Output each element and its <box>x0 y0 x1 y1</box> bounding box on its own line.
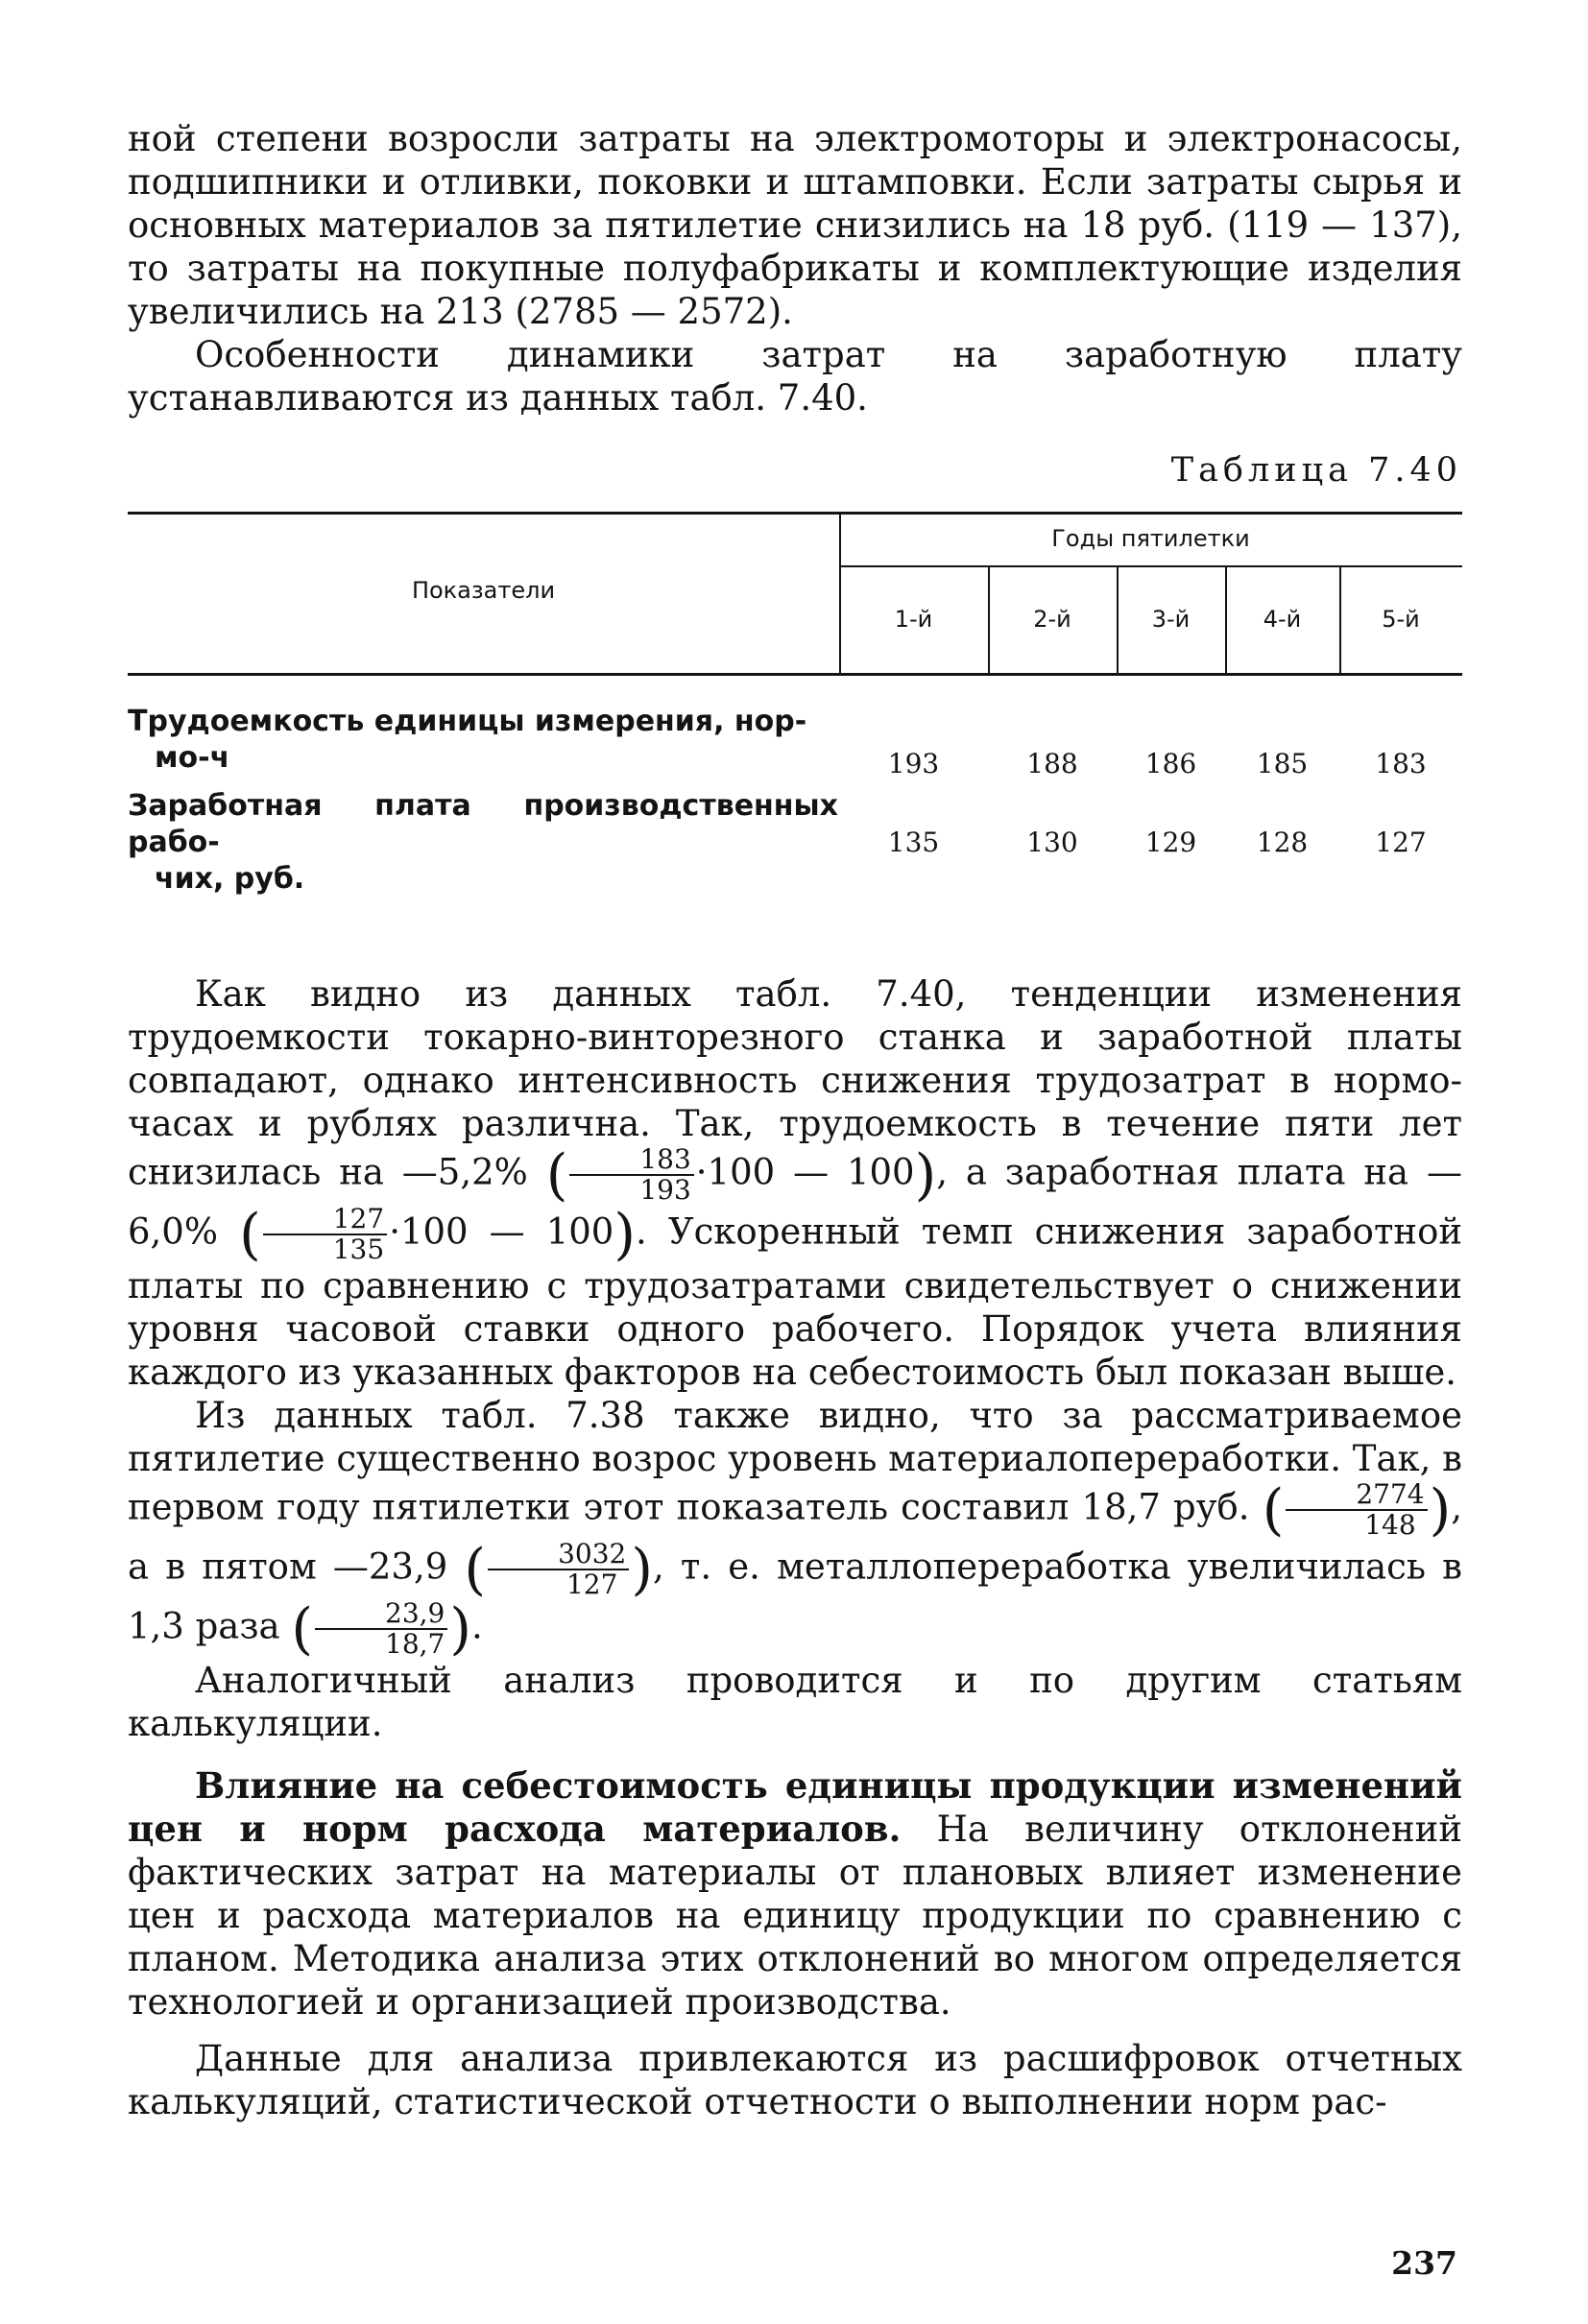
paragraph-5: Аналогичный анализ проводится и по другим статьям калькуляции. <box>128 1660 1462 1744</box>
fraction: $\frac{3032}{127}$ <box>488 1540 629 1599</box>
page-number: 237 <box>1391 2244 1457 2282</box>
table-header-years-group: Годы пятилетки <box>1051 525 1250 552</box>
table-header-rule <box>128 673 1462 676</box>
fraction: $\frac{183}{193}$ <box>569 1145 693 1205</box>
table-cell: 129 <box>1144 827 1197 858</box>
table-header-year-2: 2-й <box>1033 606 1071 633</box>
table-top-rule <box>128 512 1462 515</box>
table-header-indicators: Показатели <box>411 577 556 604</box>
table-header-year-5: 5-й <box>1382 606 1420 633</box>
table-cell: 127 <box>1375 827 1427 858</box>
table-cell: 185 <box>1256 748 1309 779</box>
fraction: $\frac{2774}{148}$ <box>1286 1480 1427 1540</box>
paragraph-1: ной степени возросли затраты на электромоторы и электронасосы, подшипники и отливки, поковки и штамповки. Если затраты сырья и основных материалов за пятилетие снизились на 18 руб. (119 — 137), то затраты на покупные полуфабрикаты и комплектующие изделия увеличились на 213 (2785 — 2572). <box>128 118 1462 332</box>
section-heading: Влияние на себестоимость единицы продукции изменений цен и норм расхода материалов. <box>128 1764 1462 1850</box>
paragraph-2: Особенности динамики затрат на заработную плату устанавливаются из данных табл. 7.40. <box>128 334 1462 419</box>
paragraph-3: Как видно из данных табл. 7.40, тенденции изменения трудоемкости токарно-винторезного станка и заработной платы совпадают, однако интенсивность снижения трудозатрат в нормо-часах и рублях различна. Так, трудоемкость в течение пяти лет снизилась на —5,2% ( $\frac{183}{193}$ ·100 — 100), а заработная плата на —6,0% ( $\frac{127}{135}$ ·100 — 100). Ускоренный темп снижения заработной платы по сравнению с трудозатратами свидетельствует о снижении уровня часовой ставки одного рабочего. Порядок учета влияния каждого из указанных факторов на себестоимость был показан выше. <box>128 973 1463 1393</box>
table-cell: 130 <box>1026 827 1078 858</box>
paragraph-6: Влияние на себестоимость единицы продукции изменений цен и норм расхода материалов. На величину отклонений фактических затрат на материалы от плановых влияет изменение цен и расхода материалов на единицу продукции по сравнению с планом. Методика анализа этих отклонений во многом определяется технологией и организацией производства. <box>128 1764 1463 2023</box>
table-header-year-4: 4-й <box>1263 606 1302 633</box>
table-caption: Таблица 7.40 <box>1170 451 1462 490</box>
table-cell: 183 <box>1375 748 1427 779</box>
fraction: $\frac{23,9}{18,7}$ <box>315 1599 447 1659</box>
table-header-year-1: 1-й <box>894 606 933 633</box>
paragraph-4: Из данных табл. 7.38 также видно, что за рассматриваемое пятилетие существенно возрос уровень материалопереработки. Так, в первом году пятилетки этот показатель составил 18,7 руб. ( $\frac{2774}{148}$ ), а в пятом —23,9 ( $\frac{3032}{127}$ ), т. е. металлопереработка увеличилась в 1,3 раза ( $\frac{23,9}{18,7}$ ). <box>128 1395 1462 1662</box>
data-table <box>128 512 1462 934</box>
table-cell: 193 <box>887 748 940 779</box>
fraction: $\frac{127}{135}$ <box>263 1205 387 1264</box>
table-cell: 186 <box>1144 748 1197 779</box>
table-cell: 128 <box>1256 827 1309 858</box>
table-group-rule <box>839 565 1462 567</box>
page-body <box>128 117 1462 2123</box>
paragraph-7: Данные для анализа привлекаются из расшифровок отчетных калькуляций, статистической отчетности о выполнении норм рас- <box>128 2038 1462 2122</box>
table-header-year-3: 3-й <box>1151 606 1191 633</box>
table-row-label: Трудоемкость единицы измерения, нор- мо-ч <box>128 705 807 775</box>
table-cell: 135 <box>887 827 940 858</box>
table-cell: 188 <box>1026 748 1078 779</box>
table-row-label: Заработная плата производственных рабо- чих, руб. <box>128 789 838 896</box>
